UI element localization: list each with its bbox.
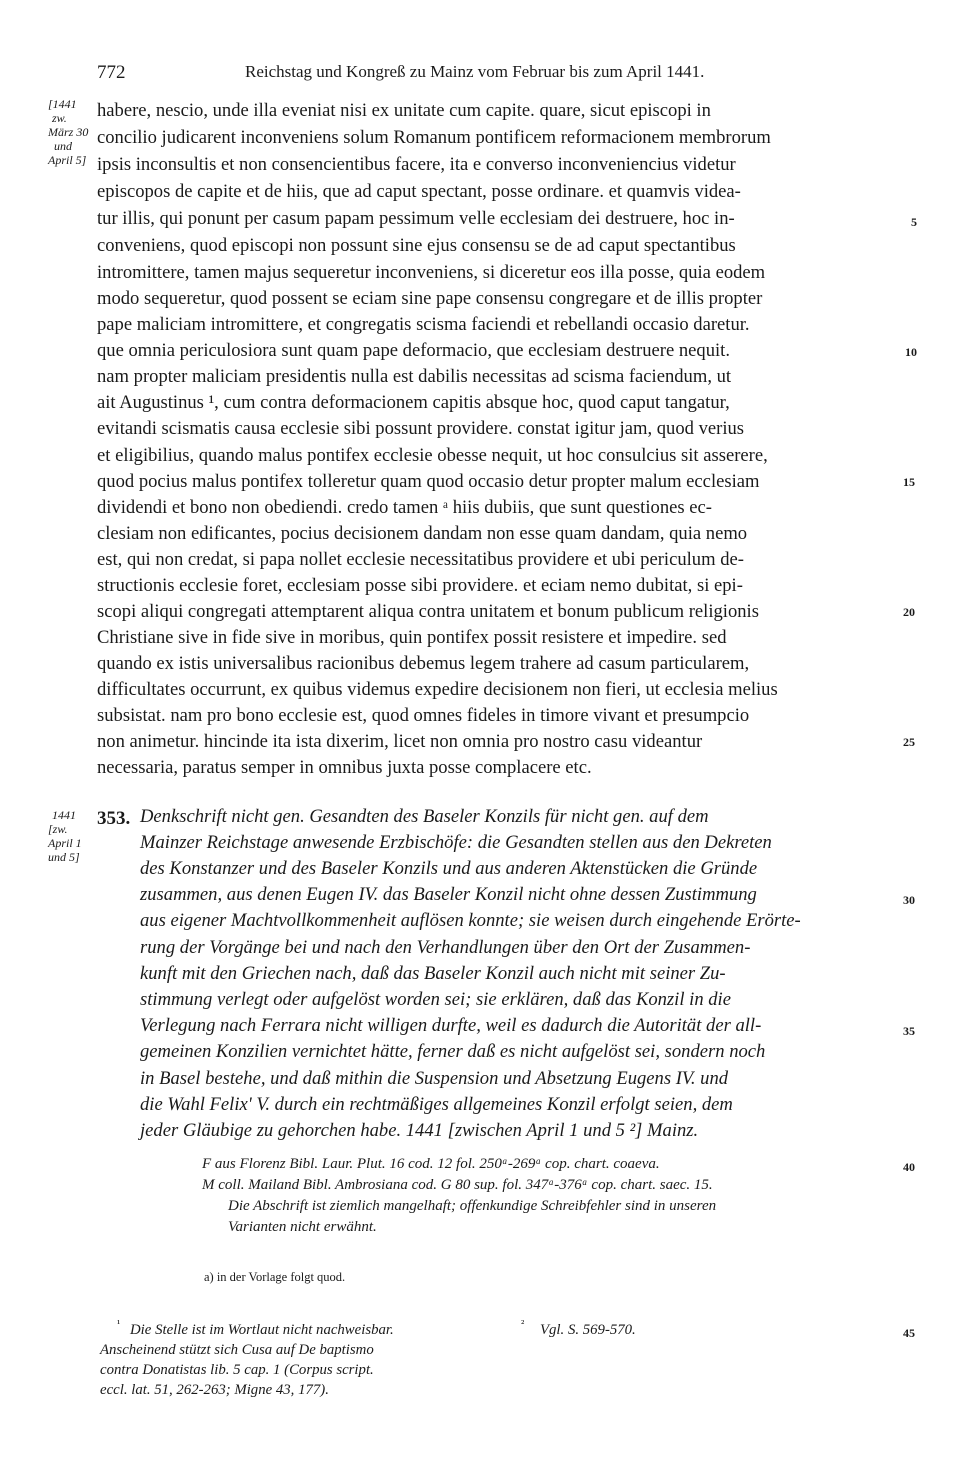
source-line: M coll. Mailand Bibl. Ambrosiana cod. G 80 sup. fol. 347ᵃ-376ᵃ cop. chart. saec. 15. bbox=[202, 1177, 713, 1193]
main-text-line: quod pocius malus pontifex tolleretur quam quod occasio detur propter malum ecclesiam bbox=[97, 471, 760, 492]
line-number: 15 bbox=[903, 475, 915, 489]
main-text-line: est, qui non credat, si papa nollet ecclesie necessitatibus providere et ubi periculum de- bbox=[97, 549, 744, 570]
doc-margin-date: 1441 [zw. April 1 und 5] bbox=[48, 808, 82, 864]
main-text-line: ait Augustinus ¹, cum contra deformacionem capitis absque hoc, quod caput tangatur, bbox=[97, 392, 730, 413]
line-number: 20 bbox=[903, 605, 915, 619]
regest-line: jeder Gläubige zu gehorchen habe. 1441 [zwischen April 1 und 5 ²] Mainz. bbox=[140, 1120, 699, 1141]
regest-line: Denkschrift nicht gen. Gesandten des Baseler Konzils für nicht gen. auf dem bbox=[140, 806, 709, 827]
regest-line: kunft mit den Griechen nach, daß das Baseler Konzil auch nicht mit seiner Zu- bbox=[140, 963, 726, 984]
regest-line: des Konstanzer und des Baseler Konzils und aus anderen Aktenstücken die Gründe bbox=[140, 858, 758, 879]
main-text-line: nam propter maliciam presidentis nulla est dabilis necessitas ad scisma faciendum, ut bbox=[97, 366, 732, 387]
main-text-line: subsistat. nam pro bono ecclesie est, quod omnes fideles in timore vivant et presumpcio bbox=[97, 705, 750, 726]
footnote-2-mark: ² bbox=[521, 1318, 525, 1330]
source-line: Die Abschrift ist ziemlich mangelhaft; offenkundige Schreibfehler sind in unseren bbox=[228, 1198, 717, 1214]
footnote-1-line: Anscheinend stützt sich Cusa auf De baptismo bbox=[100, 1342, 374, 1358]
main-text-line: structionis ecclesie foret, ecclesiam posse sibi providere. et eciam nemo dubitat, si epi- bbox=[97, 575, 743, 596]
footnote-1-line: Die Stelle ist im Wortlaut nicht nachweisbar. bbox=[130, 1322, 394, 1338]
line-number: 45 bbox=[903, 1326, 915, 1340]
main-text-line: Christiane sive in fide sive in moribus, quin pontifex possit resistere et impedire. sed bbox=[97, 627, 727, 648]
main-text-line: scopi aliqui congregati attemptarent aliqua contra unitatem et bonum publicum religionis bbox=[97, 601, 759, 622]
regest-line: in Basel bestehe, und daß mithin die Suspension und Absetzung Eugens IV. und bbox=[140, 1068, 729, 1089]
source-line: Varianten nicht erwähnt. bbox=[228, 1219, 377, 1235]
main-text-line: modo sequeretur, quod possent se eciam sine pape consensu congregare et de illis propter bbox=[97, 288, 763, 309]
line-number: 40 bbox=[903, 1160, 915, 1174]
line-number: 25 bbox=[903, 735, 915, 749]
footnote-1-line: eccl. lat. 51, 262-263; Migne 43, 177). bbox=[100, 1382, 329, 1398]
regest-line: gemeinen Konzilien vernichtet hätte, ferner daß es nicht aufgelöst sei, sondern noch bbox=[140, 1041, 766, 1062]
line-number: 35 bbox=[903, 1024, 915, 1038]
main-text-line: clesiam non edificantes, pocius decisionem dandam non esse quam dandam, quia nemo bbox=[97, 523, 748, 544]
margin-date-note: [1441 zw. März 30 und April 5] bbox=[48, 97, 89, 167]
variant-note: a) in der Vorlage folgt quod. bbox=[204, 1270, 346, 1284]
main-text-line: intromittere, tamen majus sequeretur inconveniens, si diceretur eos illa posse, quia eodem bbox=[97, 262, 766, 283]
regest-line: die Wahl Felix' V. durch ein rechtmäßiges allgemeines Konzil erfolgt seien, dem bbox=[140, 1094, 733, 1115]
main-text-line: conveniens, quod episcopi non possunt sine ejus consensu se de ad caput spectantibus bbox=[97, 235, 736, 256]
footnote-1-mark: ¹ bbox=[117, 1318, 121, 1330]
main-text-line: quando ex istis universalibus racionibus debemus legem trahere ad casum particularem, bbox=[97, 653, 750, 674]
regest-line: zusammen, aus denen Eugen IV. das Baseler Konzil nicht ohne dessen Zustimmung bbox=[140, 884, 757, 905]
main-text-line: concilio judicarent inconveniens solum Romanum pontificem reformacionem membrorum bbox=[97, 127, 771, 148]
line-number: 10 bbox=[905, 345, 917, 359]
main-text-line: habere, nescio, unde illa eveniat nisi ex unitate cum capite. quare, sicut episcopi in bbox=[97, 100, 711, 121]
regest-line: Verlegung nach Ferrara nicht willigen durfte, weil es dadurch die Autorität der all- bbox=[140, 1015, 762, 1036]
main-text-line: necessaria, paratus semper in omnibus juxta posse complacere etc. bbox=[97, 757, 592, 778]
main-text-line: episcopos de capite et de hiis, que ad caput spectant, posse ordinare. et quamvis videa- bbox=[97, 181, 741, 202]
main-text-line: dividendi et bono non obediendi. credo tamen ᵃ hiis dubiis, que sunt questiones ec- bbox=[97, 497, 712, 518]
regest-line: stimmung verlegt oder aufgelöst worden sei; sie erklären, daß das Konzil in die bbox=[140, 989, 731, 1010]
main-text-line: ipsis inconsultis et non consencientibus facere, ita e converso inconveniencius videtur bbox=[97, 154, 736, 175]
running-head: Reichstag und Kongreß zu Mainz vom Februar bis zum April 1441. bbox=[245, 62, 705, 81]
footnote-1-line: contra Donatistas lib. 5 cap. 1 (Corpus script. bbox=[100, 1362, 374, 1378]
main-text-line: que omnia periculosiora sunt quam pape deformacio, que ecclesiam destruere nequit. bbox=[97, 340, 730, 361]
line-number: 30 bbox=[903, 893, 915, 907]
source-line: F aus Florenz Bibl. Laur. Plut. 16 cod. 12 fol. 250ᵃ-269ᵃ cop. chart. coaeva. bbox=[202, 1156, 660, 1172]
regest-line: aus eigener Machtvollkommenheit auflösen konnte; sie weisen durch eingehende Erörte- bbox=[140, 910, 801, 931]
page-number: 772 bbox=[97, 62, 126, 83]
main-text-line: evitandi scismatis causa ecclesie sibi possunt providere. constat igitur jam, quod verius bbox=[97, 418, 745, 439]
main-text-line: et eligibilius, quando malus pontifex ecclesie obesse nequit, ut hoc consulcius sit asserere, bbox=[97, 445, 768, 466]
footnote-2-text: Vgl. S. 569-570. bbox=[540, 1322, 636, 1338]
main-text-line: non animetur. hincinde ita ista dixerim, licet non omnia pro nostro casu videantur bbox=[97, 731, 703, 752]
main-text-line: pape maliciam intromittere, et congregatis scisma faciendi et rebellandi occasio daretur. bbox=[97, 314, 750, 335]
regest-line: Mainzer Reichstage anwesende Erzbischöfe: die Gesandten stellen aus den Dekreten bbox=[140, 832, 772, 853]
main-text-line: tur illis, qui ponunt per casum papam pessimum velle ecclesiam dei destruere, hoc in- bbox=[97, 208, 735, 229]
document-number: 353. bbox=[97, 808, 131, 829]
main-text-line: difficultates occurrunt, ex quibus videmus expedire decisionem non fieri, ut ecclesia melius bbox=[97, 679, 778, 700]
line-number: 5 bbox=[911, 215, 917, 229]
regest-line: rung der Vorgänge bei und nach den Verhandlungen über den Ort der Zusammen- bbox=[140, 937, 751, 958]
